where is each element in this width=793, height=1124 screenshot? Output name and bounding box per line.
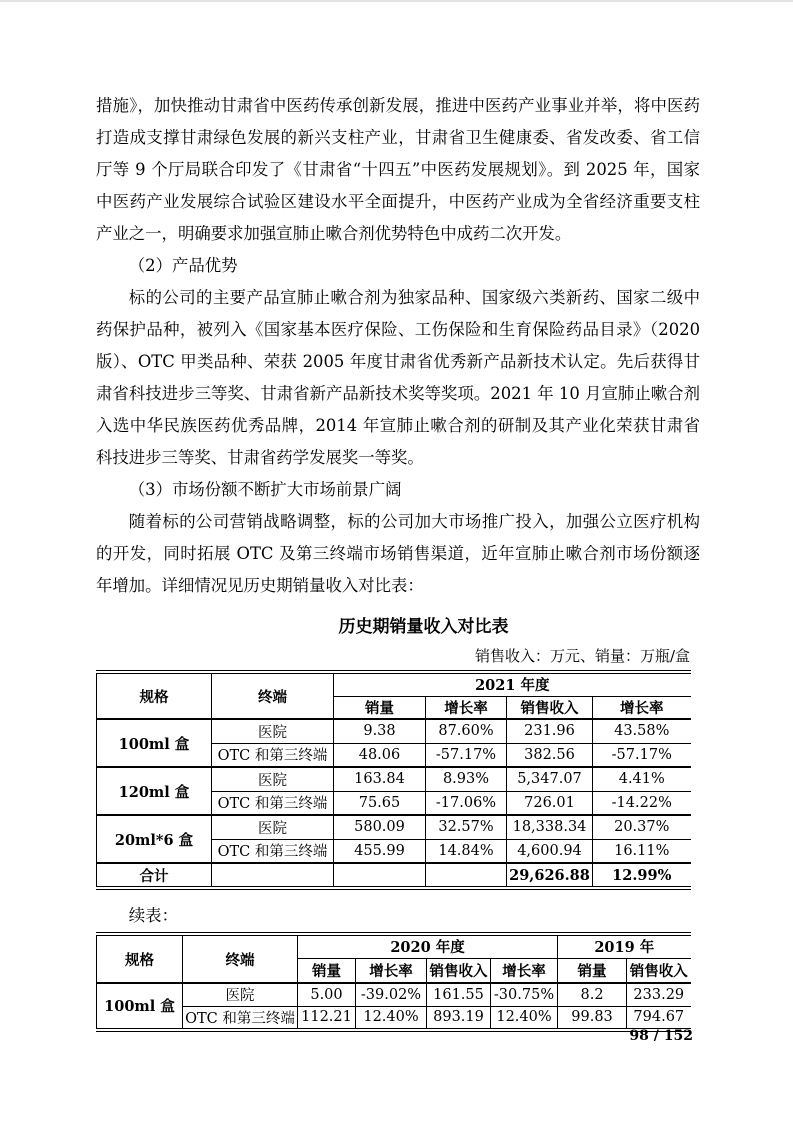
value-cell: 9.38 bbox=[334, 719, 426, 743]
terminal-cell: 医院 bbox=[183, 983, 298, 1006]
table-row bbox=[97, 719, 691, 743]
header-terminal: 终端 bbox=[183, 934, 298, 983]
value-cell: 87.60% bbox=[426, 719, 507, 743]
value-cell: -39.02% bbox=[356, 983, 427, 1006]
page-number: 98 / 152 bbox=[629, 1028, 693, 1044]
unit-note: 销售收入：万元、销量：万瓶/盒 bbox=[474, 647, 690, 665]
value-cell: 48.06 bbox=[334, 743, 426, 767]
header-revenue: 销售收入 bbox=[427, 958, 491, 983]
terminal-cell: 医院 bbox=[212, 815, 334, 839]
section-heading-2: （2）产品优势 bbox=[128, 256, 238, 275]
value-cell: 5.00 bbox=[298, 983, 356, 1006]
header-revenue-growth: 增长率 bbox=[593, 696, 691, 719]
value-cell: 5,347.07 bbox=[507, 767, 593, 791]
table-header-row bbox=[97, 672, 691, 696]
header-volume: 销量 bbox=[334, 696, 426, 719]
value-cell: 112.21 bbox=[298, 1006, 356, 1030]
table-row bbox=[97, 767, 691, 791]
terminal-cell: OTC 和第三终端 bbox=[183, 1006, 298, 1030]
value-cell: 4,600.94 bbox=[507, 839, 593, 863]
header-year-2021: 2021 年度 bbox=[334, 672, 691, 696]
table-header-row bbox=[97, 934, 691, 958]
table-row bbox=[97, 1006, 691, 1030]
value-cell: 99.83 bbox=[558, 1006, 627, 1030]
content-area bbox=[96, 90, 700, 1032]
table-total-row bbox=[97, 863, 691, 888]
paragraph-continuation: 措施》，加快推动甘肃省中医药传承创新发展，推进中医药产业事业并举，将中医药打造成支撑甘肃绿色发展的新兴支柱产业，甘肃省卫生健康委、省发改委、省工信厅等 9 个厅局联合印发了《甘肃省“十四五”中医药发展规划》。到 2025 年，国家中医药产业发展综合试验区建设水平全面提升，中医药产业成为全省经济重要支柱产业之一，明确要求加强宣肺止嗽合剂优势特色中成药二次开发。 bbox=[96, 96, 700, 243]
section-heading-3: （3）市场份额不断扩大市场前景广阔 bbox=[128, 480, 402, 499]
value-cell: -17.06% bbox=[426, 791, 507, 815]
header-revenue-growth: 增长率 bbox=[491, 958, 558, 983]
header-growth: 增长率 bbox=[426, 696, 507, 719]
value-cell: -14.22% bbox=[593, 791, 691, 815]
terminal-cell: OTC 和第三终端 bbox=[212, 743, 334, 767]
spec-cell: 20ml*6 盒 bbox=[97, 815, 212, 863]
value-cell: 32.57% bbox=[426, 815, 507, 839]
paragraph-market-share: 随着标的公司营销战略调整，标的公司加大市场推广投入，加强公立医疗机构的开发，同时拓展 OTC 及第三终端市场销售渠道，近年宣肺止嗽合剂市场份额逐年增加。详细情况见历史期销量收入对比表： bbox=[96, 512, 700, 595]
sales-table-2021 bbox=[96, 670, 691, 890]
table-title: 历史期销量收入对比表 bbox=[338, 617, 509, 637]
terminal-cell: 医院 bbox=[212, 719, 334, 743]
cell-empty bbox=[334, 863, 426, 888]
value-cell: 161.55 bbox=[427, 983, 491, 1006]
value-cell: 12.40% bbox=[491, 1006, 558, 1030]
spec-cell: 100ml 盒 bbox=[97, 719, 212, 767]
table-row bbox=[97, 983, 691, 1006]
total-label-cell: 合计 bbox=[97, 863, 212, 888]
cell-empty bbox=[212, 863, 334, 888]
spec-cell: 120ml 盒 bbox=[97, 767, 212, 815]
terminal-cell: OTC 和第三终端 bbox=[212, 791, 334, 815]
sales-table-2020-2019 bbox=[96, 932, 691, 1032]
value-cell: -57.17% bbox=[593, 743, 691, 767]
value-cell: 20.37% bbox=[593, 815, 691, 839]
header-spec: 规格 bbox=[97, 934, 183, 983]
value-cell: 580.09 bbox=[334, 815, 426, 839]
header-volume-2019: 销量 bbox=[558, 958, 627, 983]
value-cell: 8.2 bbox=[558, 983, 627, 1006]
header-growth: 增长率 bbox=[356, 958, 427, 983]
header-year-2019: 2019 年 bbox=[558, 934, 691, 958]
value-cell: 163.84 bbox=[334, 767, 426, 791]
value-cell: 233.29 bbox=[627, 983, 691, 1006]
value-cell: -30.75% bbox=[491, 983, 558, 1006]
value-cell: 16.11% bbox=[593, 839, 691, 863]
value-cell: 794.67 bbox=[633, 1009, 685, 1025]
value-cell: 455.99 bbox=[334, 839, 426, 863]
header-terminal: 终端 bbox=[212, 672, 334, 719]
value-cell: 18,338.34 bbox=[507, 815, 593, 839]
total-revenue-cell: 29,626.88 bbox=[507, 863, 593, 888]
value-cell: 12.40% bbox=[356, 1006, 427, 1030]
cell-empty bbox=[426, 863, 507, 888]
value-cell: 8.93% bbox=[426, 767, 507, 791]
value-cell: 75.65 bbox=[334, 791, 426, 815]
value-cell: 14.84% bbox=[426, 839, 507, 863]
value-cell: 231.96 bbox=[507, 719, 593, 743]
paragraph-product-advantage: 标的公司的主要产品宣肺止嗽合剂为独家品种、国家级六类新药、国家二级中药保护品种，被列入《国家基本医疗保险、工伤保险和生育保险药品目录》（2020 版）、OTC 甲类品种、荣获 2005 年度甘肃省优秀新产品新技术认定。先后获得甘肃省科技进步三等奖、甘肃省新产品新技术奖等奖项。2021 年 10 月宣肺止嗽合剂入选中华民族医药优秀品牌，2014 年宣肺止嗽合剂的研制及其产业化荣获甘肃省科技进步三等奖、甘肃省药学发展奖一等奖。 bbox=[96, 288, 700, 467]
terminal-cell: 医院 bbox=[212, 767, 334, 791]
header-revenue: 销售收入 bbox=[507, 696, 593, 719]
value-cell: 382.56 bbox=[507, 743, 593, 767]
value-cell: -57.17% bbox=[426, 743, 507, 767]
terminal-cell: OTC 和第三终端 bbox=[212, 839, 334, 863]
value-cell: 893.19 bbox=[427, 1006, 491, 1030]
continued-table-label: 续表： bbox=[128, 906, 178, 925]
value-cell: 726.01 bbox=[507, 791, 593, 815]
value-cell: 43.58% bbox=[593, 719, 691, 743]
table-row bbox=[97, 815, 691, 839]
header-revenue-2019: 销售收入 bbox=[627, 958, 691, 983]
header-year-2020: 2020 年度 bbox=[298, 934, 558, 958]
value-cell: 4.41% bbox=[593, 767, 691, 791]
header-spec: 规格 bbox=[97, 672, 212, 719]
total-growth-cell: 12.99% bbox=[612, 866, 672, 884]
header-volume: 销量 bbox=[298, 958, 356, 983]
spec-cell: 100ml 盒 bbox=[97, 983, 183, 1030]
